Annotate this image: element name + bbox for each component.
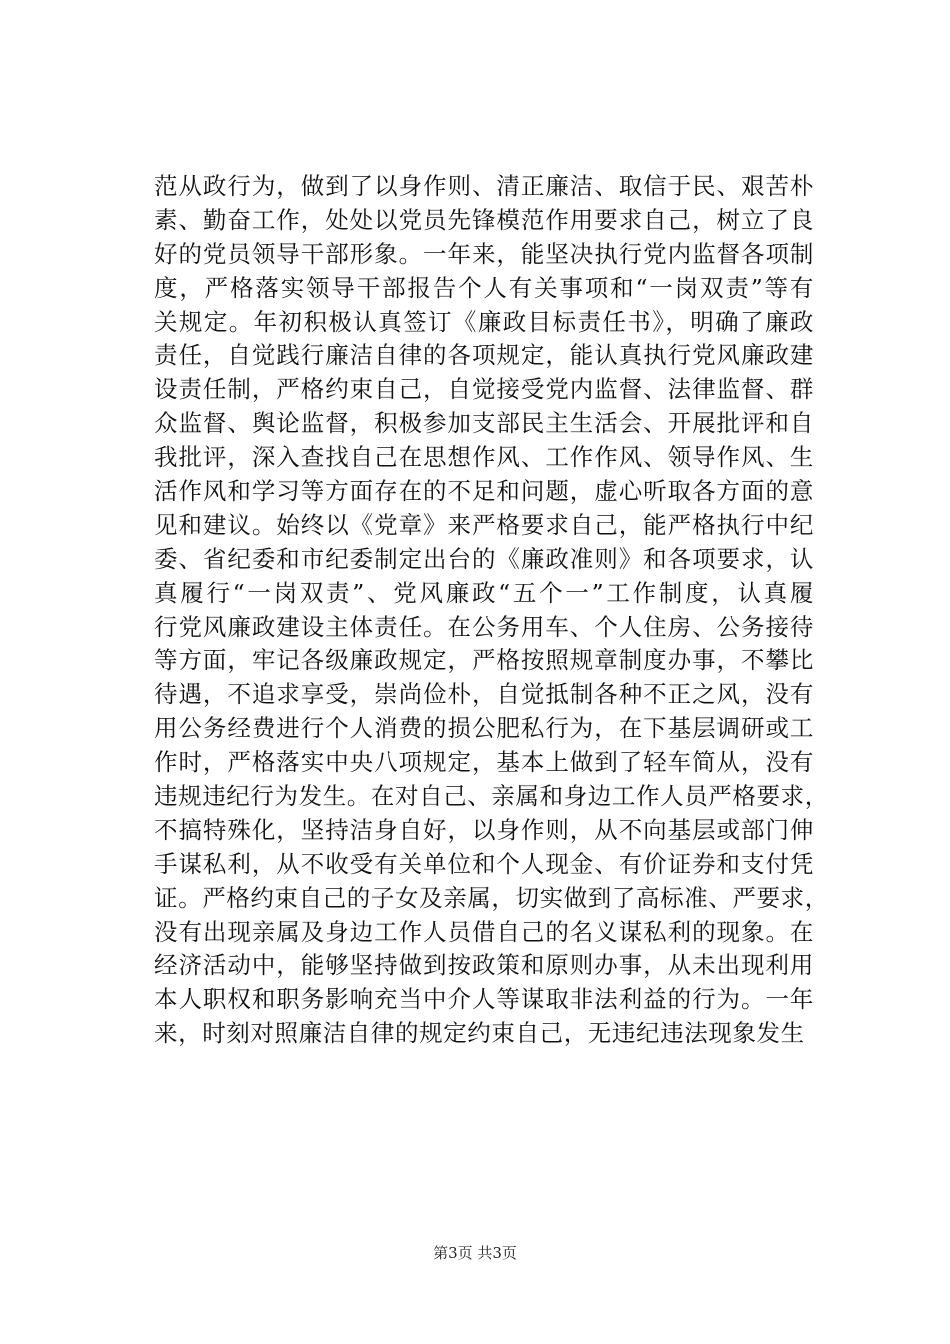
text-line: 我批评，深入查找自己在思想作风、工作作风、领导作风、生	[154, 443, 814, 472]
text-line: 众监督、舆论监督，积极参加支部民主生活会、开展批评和自	[154, 409, 814, 438]
text-line-last: 来，时刻对照廉洁自律的规定约束自己，无违纪违法现象发生	[154, 1019, 805, 1048]
text-line: 关规定。年初积极认真签订《廉政目标责任书》，明确了廉政	[154, 307, 814, 336]
text-line: 证。严格约束自己的子女及亲属，切实做到了高标准、严要求，	[154, 883, 829, 912]
text-line: 用公务经费进行个人消费的损公肥私行为，在下基层调研或工	[154, 714, 814, 743]
text-line: 范从政行为，做到了以身作则、清正廉洁、取信于民、艰苦朴	[154, 172, 814, 200]
text-line: 手谋私利，从不收受有关单位和个人现金、有价证券和支付凭	[154, 849, 814, 878]
text-line: 真履行“一岗双责”、党风廉政“五个一”工作制度，认真履	[154, 578, 814, 607]
text-line: 责任，自觉践行廉洁自律的各项规定，能认真执行党风廉政建	[154, 341, 814, 370]
text-line: 本人职权和职务影响充当中介人等谋取非法利益的行为。一年	[154, 985, 814, 1014]
text-line: 作时，严格落实中央八项规定，基本上做到了轻车简从，没有	[154, 748, 814, 777]
text-line: 不搞特殊化，坚持洁身自好，以身作则，从不向基层或部门伸	[154, 815, 814, 844]
text-line: 见和建议。始终以《党章》来严格要求自己，能严格执行中纪	[154, 510, 814, 539]
text-line: 经济活动中，能够坚持做到按政策和原则办事，从未出现利用	[154, 951, 814, 980]
text-line: 违规违纪行为发生。在对自己、亲属和身边工作人员严格要求，	[154, 782, 829, 811]
text-line: 素、勤奋工作，处处以党员先锋模范作用要求自己，树立了良	[154, 205, 814, 234]
text-line: 待遇，不追求享受，崇尚俭朴，自觉抵制各种不正之风，没有	[154, 680, 814, 709]
text-line: 好的党员领导干部形象。一年来，能坚决执行党内监督各项制	[154, 239, 814, 268]
text-line: 活作风和学习等方面存在的不足和问题，虚心听取各方面的意	[154, 477, 814, 506]
page-number: 第3页 共3页	[433, 1244, 517, 1262]
page-footer	[0, 1243, 950, 1263]
body-paragraph	[154, 170, 829, 1051]
text-line: 度，严格落实领导干部报告个人有关事项和“一岗双责”等有	[154, 273, 814, 302]
text-line: 没有出现亲属及身边工作人员借自己的名义谋私利的现象。在	[154, 917, 814, 946]
text-line: 设责任制，严格约束自己，自觉接受党内监督、法律监督、群	[154, 375, 814, 404]
text-line: 行党风廉政建设主体责任。在公务用车、个人住房、公务接待	[154, 612, 814, 641]
text-line: 委、省纪委和市纪委制定出台的《廉政准则》和各项要求，认	[154, 544, 814, 573]
text-line: 等方面，牢记各级廉政规定，严格按照规章制度办事，不攀比	[154, 646, 814, 675]
